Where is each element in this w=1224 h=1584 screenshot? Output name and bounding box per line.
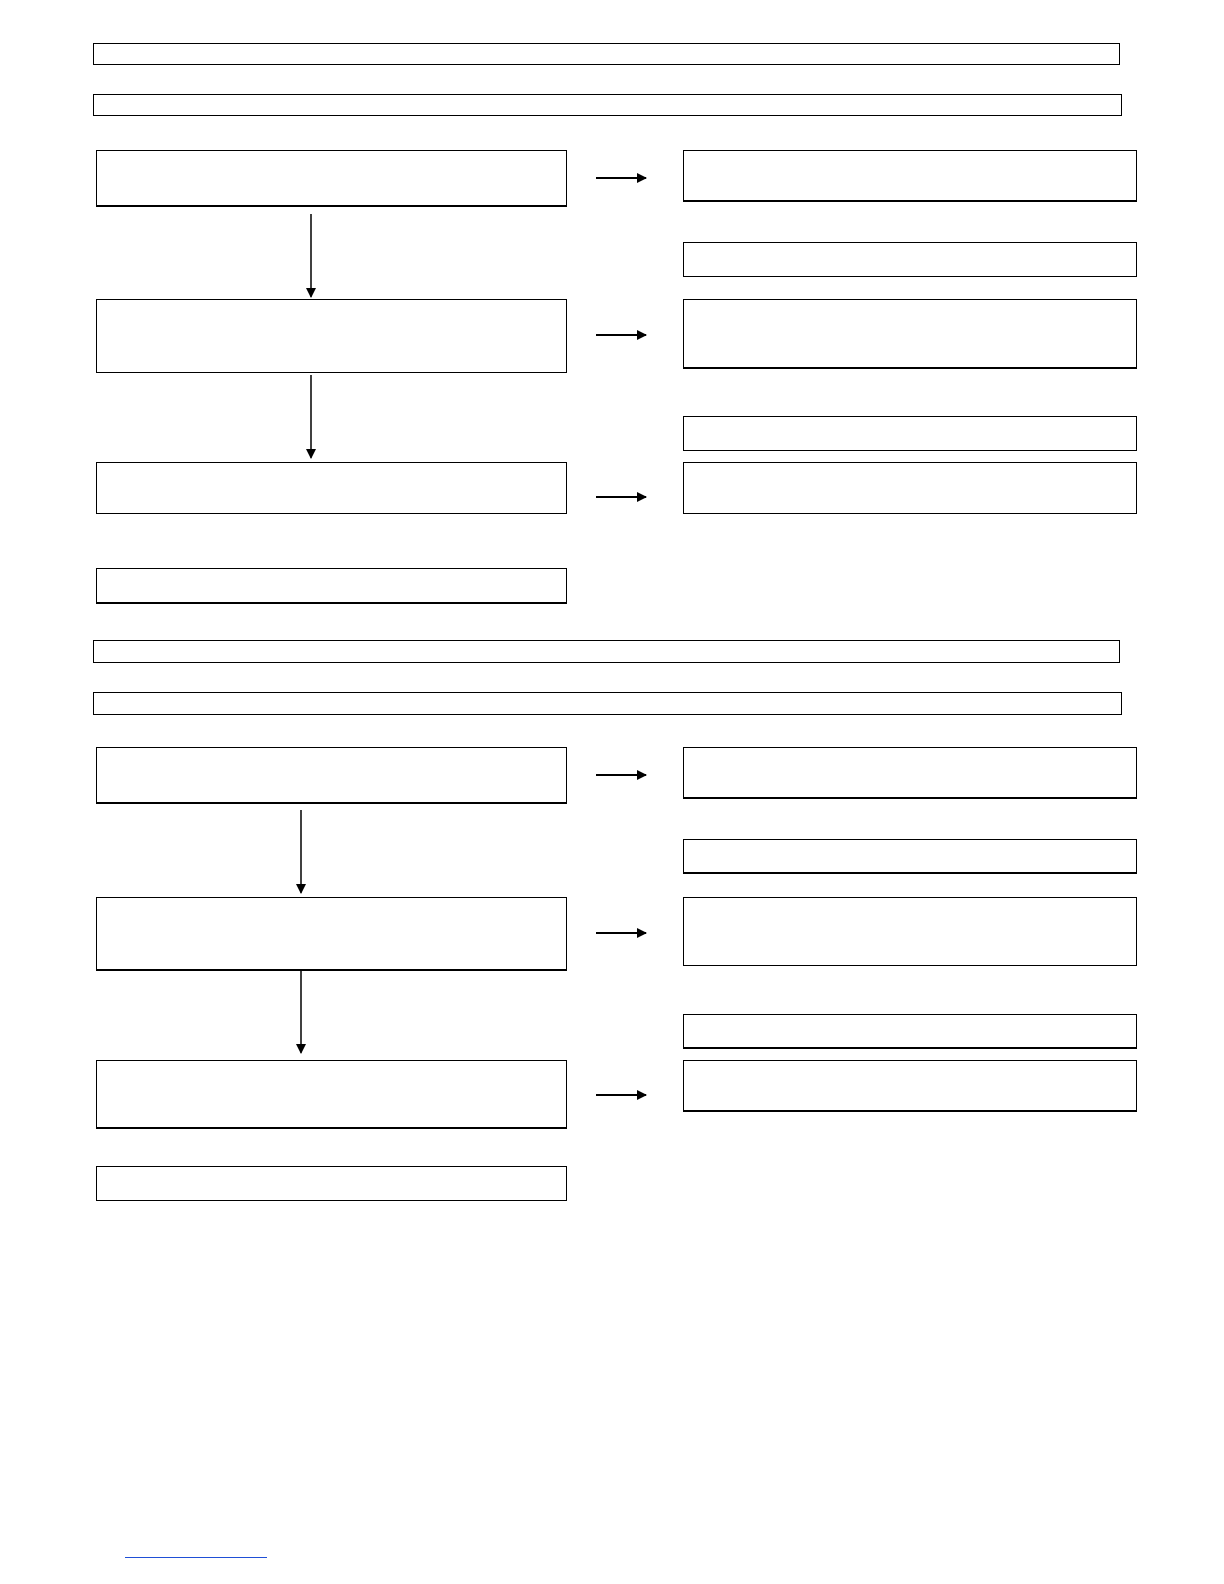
footnote-separator: [125, 1557, 267, 1558]
